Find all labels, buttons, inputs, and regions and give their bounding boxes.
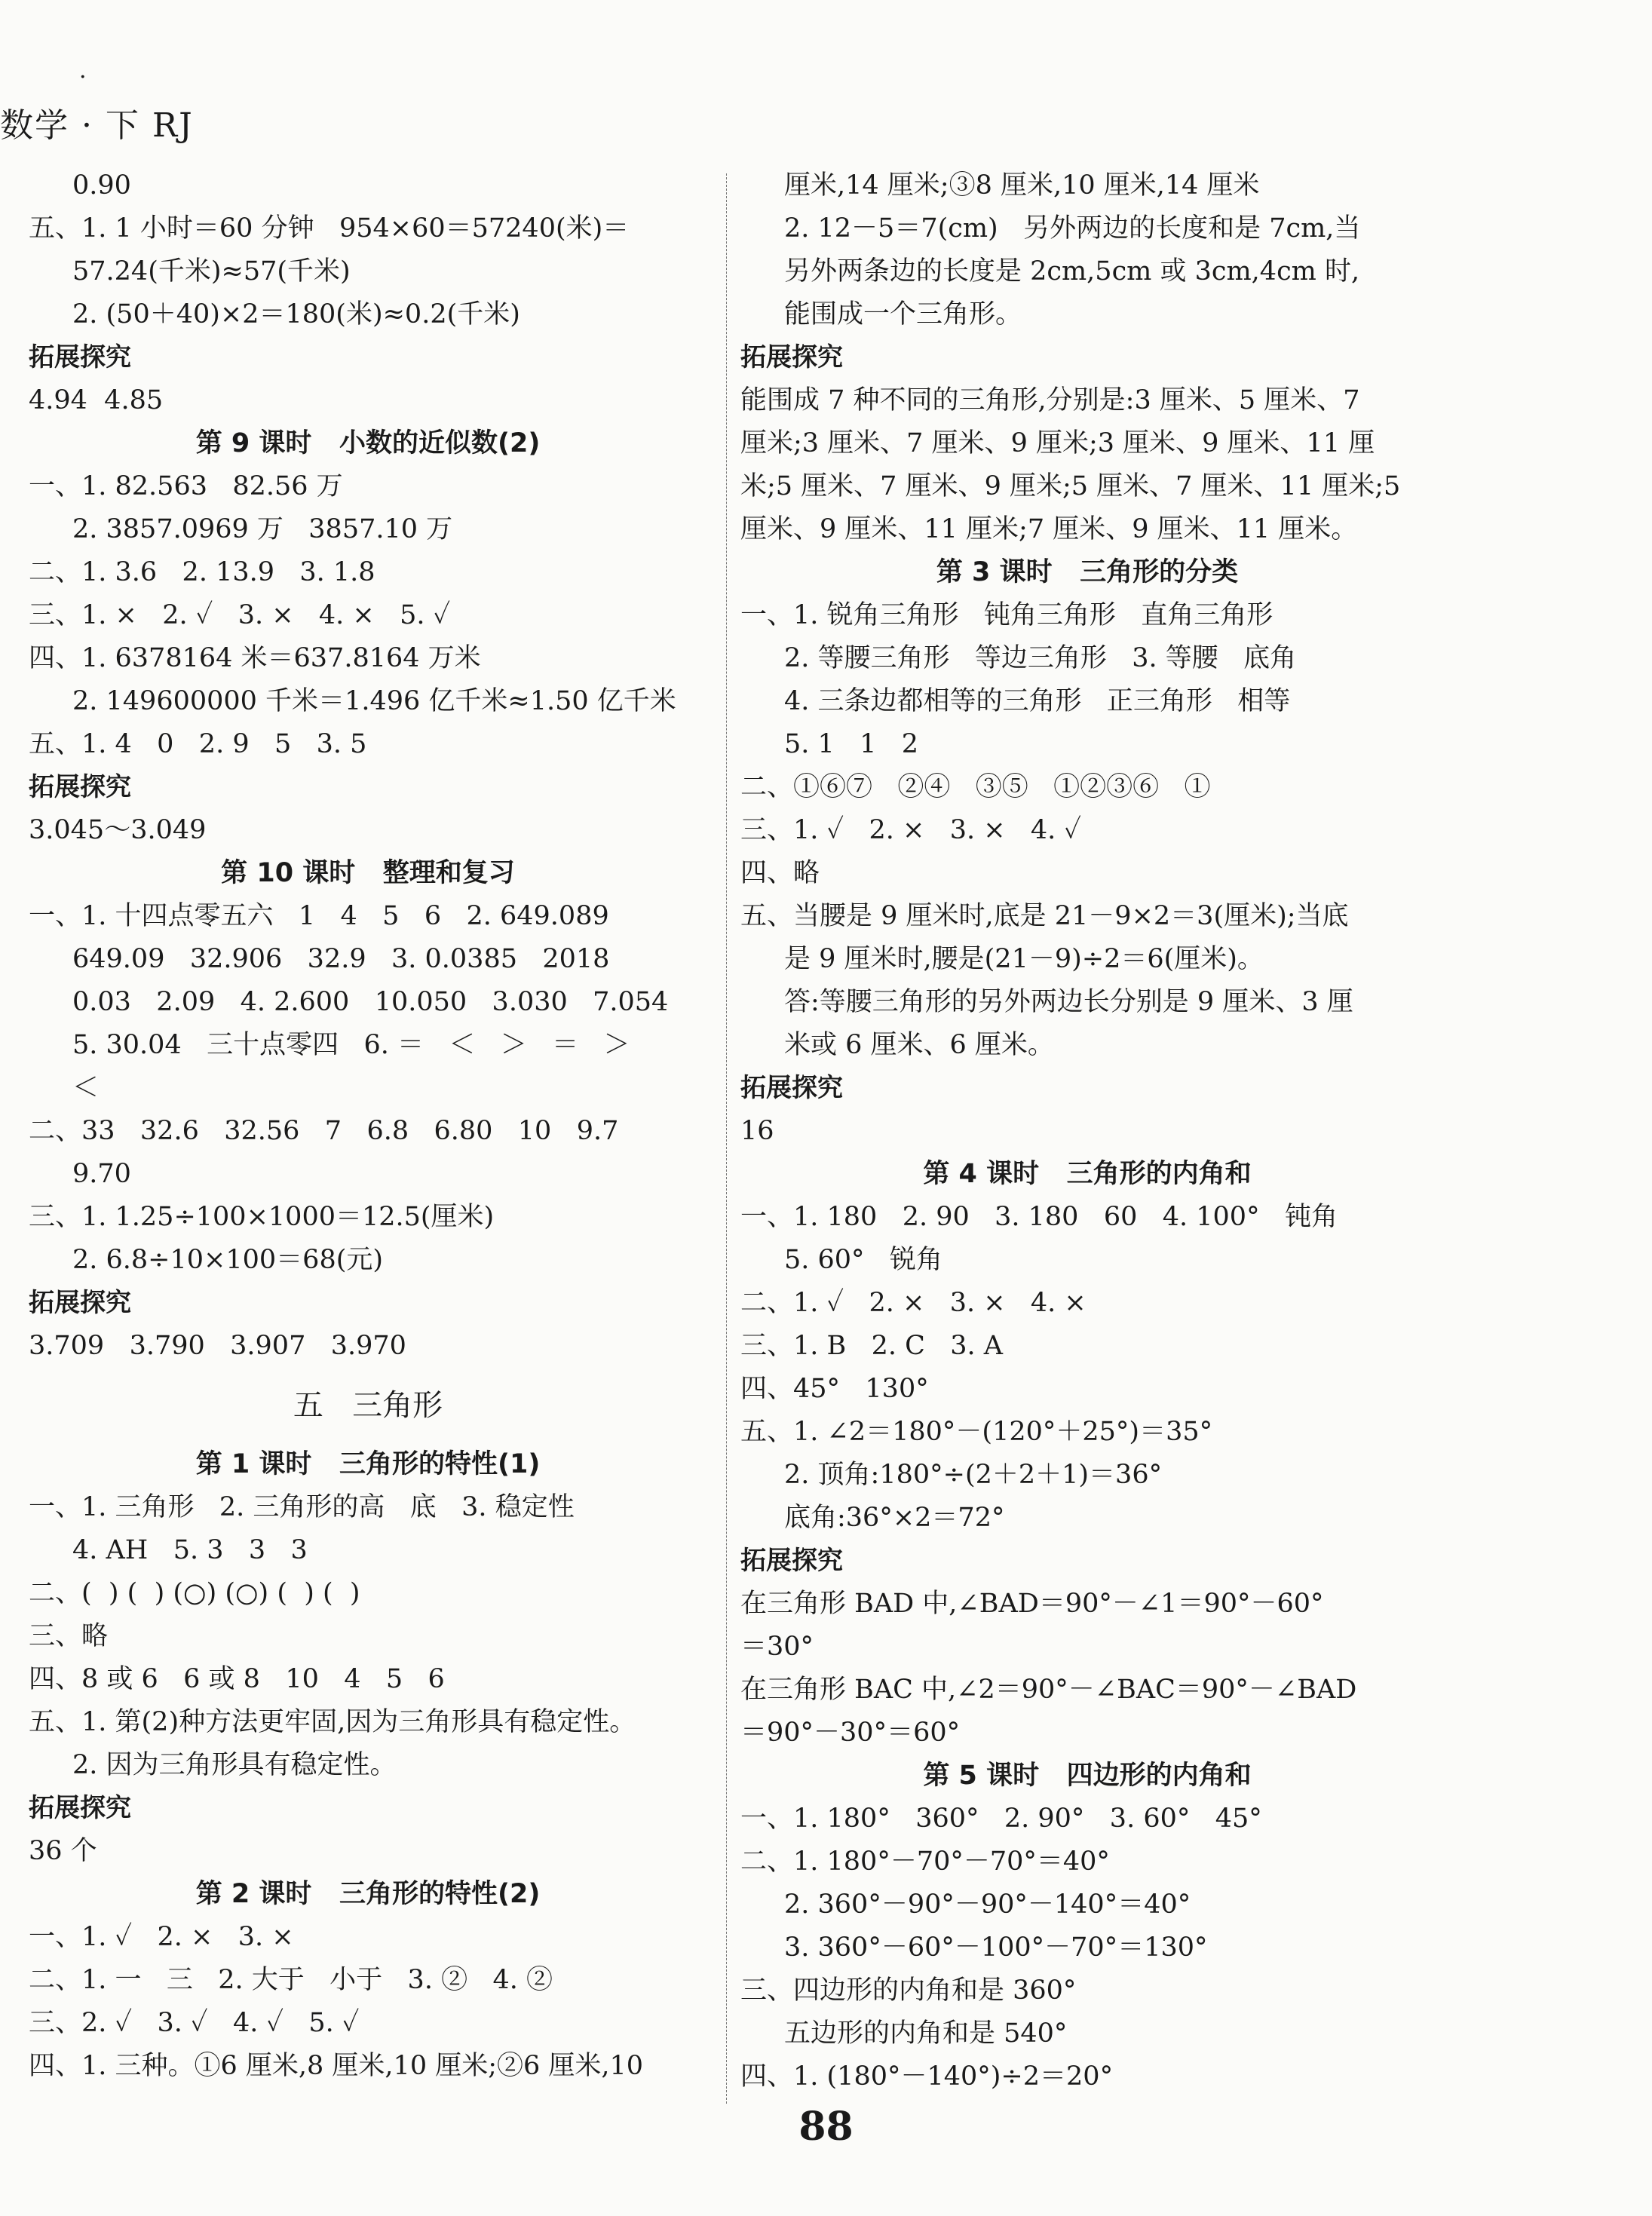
answer-line: 16	[740, 1116, 774, 1146]
answer-line: 能围成 7 种不同的三角形,分别是:3 厘米、5 厘米、7	[740, 385, 1360, 415]
answer-line: 四、1. (180°－140°)÷2＝20°	[740, 2061, 1114, 2092]
lesson-title: 第 3 课时 三角形的分类	[936, 557, 1239, 587]
answer-line: 米;5 厘米、7 厘米、9 厘米;5 厘米、7 厘米、11 厘米;5	[740, 471, 1401, 501]
answer-line: 一、1. 三角形 2. 三角形的高 底 3. 稳定性	[29, 1492, 575, 1522]
dot-mark: ·	[79, 64, 87, 90]
answer-line: 二、( ) ( ) (○) (○) ( ) ( )	[29, 1578, 360, 1608]
answer-line: 五、1. 1 小时＝60 分钟 954×60＝57240(米)＝	[29, 213, 630, 244]
answer-line: 36 个	[29, 1836, 97, 1866]
answer-line: 9.70	[72, 1159, 131, 1189]
answer-line: ＝90°－30°＝60°	[740, 1718, 961, 1748]
answer-line: 五、1. ∠2＝180°－(120°＋25°)＝35°	[740, 1417, 1213, 1447]
answer-line: 四、1. 三种。①6 厘米,8 厘米,10 厘米;②6 厘米,10	[29, 2051, 644, 2081]
answer-line: 厘米、9 厘米、11 厘米;7 厘米、9 厘米、11 厘米。	[740, 514, 1358, 544]
answer-line: 三、略	[29, 1621, 109, 1651]
left-column	[29, 164, 707, 2088]
answer-line: 三、1. 1.25÷100×1000＝12.5(厘米)	[29, 1202, 495, 1232]
answer-line: 二、1. 180°－70°－70°＝40°	[740, 1847, 1110, 1877]
answer-line: 2. 360°－90°－90°－140°＝40°	[784, 1890, 1191, 1920]
answer-line: ＜	[72, 1073, 100, 1103]
answer-line: 三、1. ✓ 2. × 3. × 4. ✓	[740, 815, 1082, 845]
answer-line: 能围成一个三角形。	[784, 299, 1022, 329]
answer-line: 一、1. 锐角三角形 钝角三角形 直角三角形	[740, 600, 1273, 630]
section-heading: 拓展探究	[29, 772, 131, 802]
running-header: 数学 · 下 RJ	[0, 106, 194, 145]
answer-line: 2. 因为三角形具有稳定性。	[72, 1750, 397, 1780]
answer-line: 米或 6 厘米、6 厘米。	[784, 1030, 1054, 1060]
answer-line: 二、①⑥⑦ ②④ ③⑤ ①②③⑥ ①	[740, 772, 1211, 802]
answer-line: 3.709 3.790 3.907 3.970	[29, 1331, 406, 1361]
page-number: 88	[798, 2104, 854, 2150]
answer-line: 是 9 厘米时,腰是(21－9)÷2＝6(厘米)。	[784, 944, 1264, 974]
answer-line: 在三角形 BAD 中,∠BAD＝90°－∠1＝90°－60°	[740, 1589, 1324, 1619]
answer-line: 2. 12－5＝7(cm) 另外两边的长度和是 7cm,当	[784, 213, 1361, 244]
answer-line: 0.03 2.09 4. 2.600 10.050 3.030 7.054	[72, 987, 669, 1017]
answer-line: 2. 等腰三角形 等边三角形 3. 等腰 底角	[784, 643, 1297, 673]
answer-line: 3. 360°－60°－100°－70°＝130°	[784, 1932, 1208, 1963]
section-heading: 拓展探究	[29, 1288, 131, 1318]
section-heading: 拓展探究	[29, 342, 131, 372]
answer-line: 4. 三条边都相等的三角形 正三角形 相等	[784, 686, 1291, 716]
lesson-title: 第 10 课时 整理和复习	[221, 858, 515, 888]
section-heading: 拓展探究	[29, 1793, 131, 1823]
answer-line: 一、1. 180 2. 90 3. 180 60 4. 100° 钝角	[740, 1202, 1338, 1232]
lesson-title: 第 4 课时 三角形的内角和	[923, 1159, 1252, 1189]
section-heading: 拓展探究	[740, 1073, 843, 1103]
answer-line: 5. 30.04 三十点零四 6. ＝ ＜ ＞ ＝ ＞	[72, 1030, 630, 1060]
answer-line: 2. 3857.0969 万 3857.10 万	[72, 514, 453, 544]
answer-line: 在三角形 BAC 中,∠2＝90°－∠BAC＝90°－∠BAD	[740, 1675, 1357, 1705]
answer-line: 五边形的内角和是 540°	[784, 2018, 1068, 2049]
answer-line: 三、2. ✓ 3. ✓ 4. ✓ 5. ✓	[29, 2008, 360, 2038]
answer-line: 4. AH 5. 3 3 3	[72, 1535, 308, 1565]
answer-line: 二、1. ✓ 2. × 3. × 4. ×	[740, 1288, 1087, 1318]
answer-line: 649.09 32.906 32.9 3. 0.0385 2018	[72, 944, 610, 974]
answer-line: 五、1. 第(2)种方法更牢固,因为三角形具有稳定性。	[29, 1707, 636, 1737]
answer-line: 二、1. 3.6 2. 13.9 3. 1.8	[29, 557, 375, 587]
answer-line: 三、四边形的内角和是 360°	[740, 1975, 1077, 2006]
answer-line: 厘米;3 厘米、7 厘米、9 厘米;3 厘米、9 厘米、11 厘	[740, 428, 1375, 458]
answer-line: 2. 149600000 千米＝1.496 亿千米≈1.50 亿千米	[72, 686, 676, 716]
answer-line: 4.94 4.85	[29, 385, 164, 415]
answer-line: 二、33 32.6 32.56 7 6.8 6.80 10 9.7	[29, 1116, 619, 1146]
answer-line: ＝30°	[740, 1632, 814, 1662]
answer-line: 一、1. 180° 360° 2. 90° 3. 60° 45°	[740, 1804, 1262, 1834]
column-divider	[726, 173, 727, 2104]
answer-line: 一、1. 十四点零五六 1 4 5 6 2. 649.089	[29, 901, 609, 931]
answer-line: 2. (50＋40)×2＝180(米)≈0.2(千米)	[72, 299, 520, 329]
answer-line: 2. 6.8÷10×100＝68(元)	[72, 1245, 384, 1275]
answer-line: 答:等腰三角形的另外两边长分别是 9 厘米、3 厘	[784, 987, 1353, 1017]
answer-line: 五、当腰是 9 厘米时,底是 21－9×2＝3(厘米);当底	[740, 901, 1349, 931]
unit-title: 五 三角形	[293, 1388, 443, 1423]
answer-line: 57.24(千米)≈57(千米)	[72, 256, 351, 287]
answer-line: 三、1. B 2. C 3. A	[740, 1331, 1004, 1361]
answer-line: 0.90	[72, 170, 131, 201]
answer-line: 厘米,14 厘米;③8 厘米,10 厘米,14 厘米	[784, 170, 1260, 201]
answer-line: 3.045～3.049	[29, 815, 207, 845]
answer-line: 底角:36°×2＝72°	[784, 1503, 1005, 1533]
answer-line: 三、1. × 2. ✓ 3. × 4. × 5. ✓	[29, 600, 451, 630]
answer-line: 一、1. ✓ 2. × 3. ×	[29, 1922, 294, 1952]
answer-line: 另外两条边的长度是 2cm,5cm 或 3cm,4cm 时,	[784, 256, 1360, 287]
answer-line: 一、1. 82.563 82.56 万	[29, 471, 343, 501]
answer-line: 二、1. 一 三 2. 大于 小于 3. ② 4. ②	[29, 1965, 553, 1995]
lesson-title: 第 1 课时 三角形的特性(1)	[195, 1449, 541, 1479]
answer-line: 四、45° 130°	[740, 1374, 929, 1404]
answer-line: 五、1. 4 0 2. 9 5 3. 5	[29, 729, 367, 759]
lesson-title: 第 5 课时 四边形的内角和	[923, 1761, 1252, 1791]
answer-line: 5. 1 1 2	[784, 729, 919, 759]
answer-line: 四、略	[740, 858, 820, 888]
section-heading: 拓展探究	[740, 342, 843, 372]
answer-line: 2. 顶角:180°÷(2＋2＋1)＝36°	[784, 1460, 1163, 1490]
right-column	[740, 164, 1434, 2098]
lesson-title: 第 9 课时 小数的近似数(2)	[195, 428, 541, 458]
answer-line: 四、1. 6378164 米＝637.8164 万米	[29, 643, 481, 673]
lesson-title: 第 2 课时 三角形的特性(2)	[195, 1879, 541, 1909]
section-heading: 拓展探究	[740, 1546, 843, 1576]
answer-line: 四、8 或 6 6 或 8 10 4 5 6	[29, 1664, 445, 1694]
answer-line: 5. 60° 锐角	[784, 1245, 942, 1275]
